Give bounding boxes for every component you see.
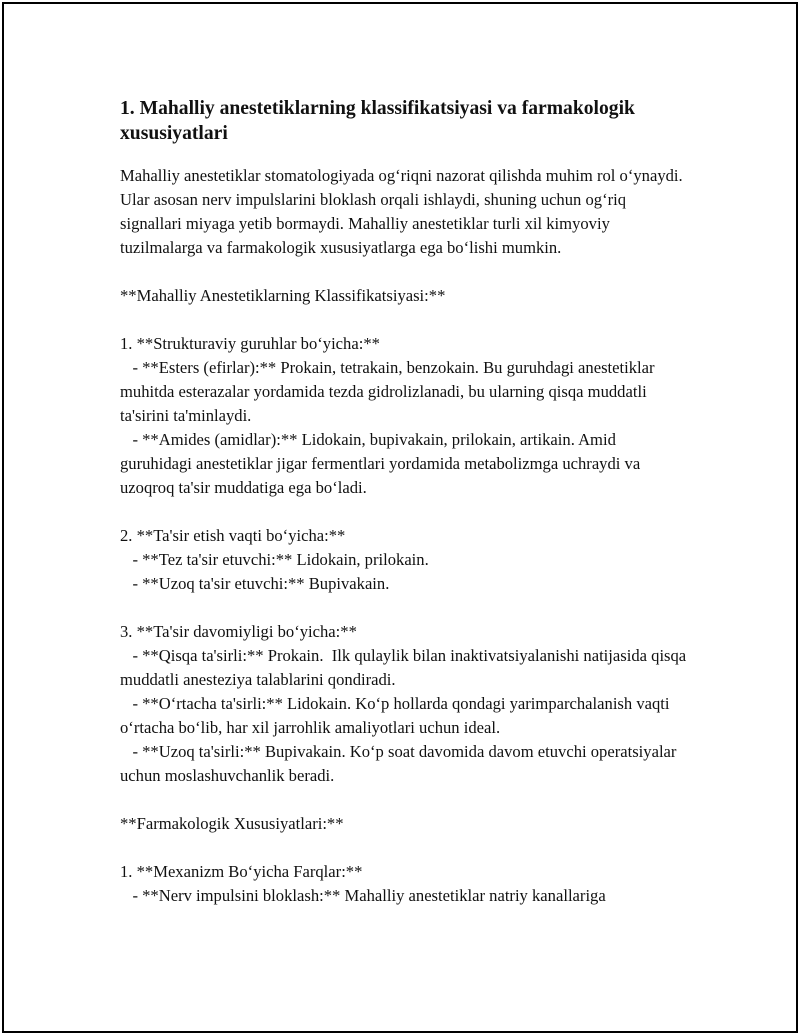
spacer <box>120 500 690 524</box>
long-acting-item: - **Uzoq ta'sir etuvchi:** Bupivakain. <box>120 574 390 593</box>
section-title: 1. Mahalliy anestetiklarning klassifikatsiyasi va farmakologik xususiyatlari <box>120 98 635 144</box>
short-duration-item: - **Qisqa ta'sirli:** Prokain. Ilk qulaylik bilan inaktivatsiyalanishi natijasida qisqa muddatli anesteziya talablarini qondiradi. <box>120 646 691 689</box>
document-page <box>2 2 798 1033</box>
structural-heading: 1. **Strukturaviy guruhlar bo‘yicha:** <box>120 334 380 353</box>
spacer <box>120 260 690 284</box>
nerve-block-item: - **Nerv impulsini bloklash:** Mahalliy anestetiklar natriy kanallariga <box>120 886 606 905</box>
intro-paragraph: Mahalliy anestetiklar stomatologiyada og‘riqni nazorat qilishda muhim rol o‘ynaydi. Ular asosan nerv impulslarini bloklash orqali ishlaydi, shuning uchun og‘riq signallari miyaga yetib bormaydi. Mahalliy anestetiklar turli xil kimyoviy tuzilmalarga va farmakologik xususiyatlarga ega bo‘lishi mumkin. <box>120 166 683 257</box>
document-content <box>120 96 690 908</box>
spacer <box>120 308 690 332</box>
long-duration-item: - **Uzoq ta'sirli:** Bupivakain. Ko‘p soat davomida davom etuvchi operatsiyalar uchun moslashuvchanlik beradi. <box>120 742 681 785</box>
spacer <box>120 836 690 860</box>
onset-heading: 2. **Ta'sir etish vaqti bo‘yicha:** <box>120 526 346 545</box>
fast-acting-item: - **Tez ta'sir etuvchi:** Lidokain, prilokain. <box>120 550 429 569</box>
medium-duration-item: - **O‘rtacha ta'sirli:** Lidokain. Ko‘p hollarda qondagi yarimparchalanish vaqti o‘rtacha bo‘lib, har xil jarrohlik amaliyotlari uchun ideal. <box>120 694 674 737</box>
classification-heading: **Mahalliy Anestetiklarning Klassifikatsiyasi:** <box>120 286 446 305</box>
mechanism-heading: 1. **Mexanizm Bo‘yicha Farqlar:** <box>120 862 363 881</box>
amides-item: - **Amides (amidlar):** Lidokain, bupivakain, prilokain, artikain. Amid guruhidagi anestetiklar jigar fermentlari yordamida metabolizmga uchraydi va uzoqroq ta'sir muddatiga ega bo‘ladi. <box>120 430 645 497</box>
pharmacology-heading: **Farmakologik Xususiyatlari:** <box>120 814 344 833</box>
spacer <box>120 596 690 620</box>
duration-heading: 3. **Ta'sir davomiyligi bo‘yicha:** <box>120 622 357 641</box>
spacer <box>120 788 690 812</box>
esters-item: - **Esters (efirlar):** Prokain, tetrakain, benzokain. Bu guruhdagi anestetiklar muhitda esterazalar yordamida tezda gidrolizlanadi, bu ularning qisqa muddatli ta'sirini ta'minlaydi. <box>120 358 659 425</box>
